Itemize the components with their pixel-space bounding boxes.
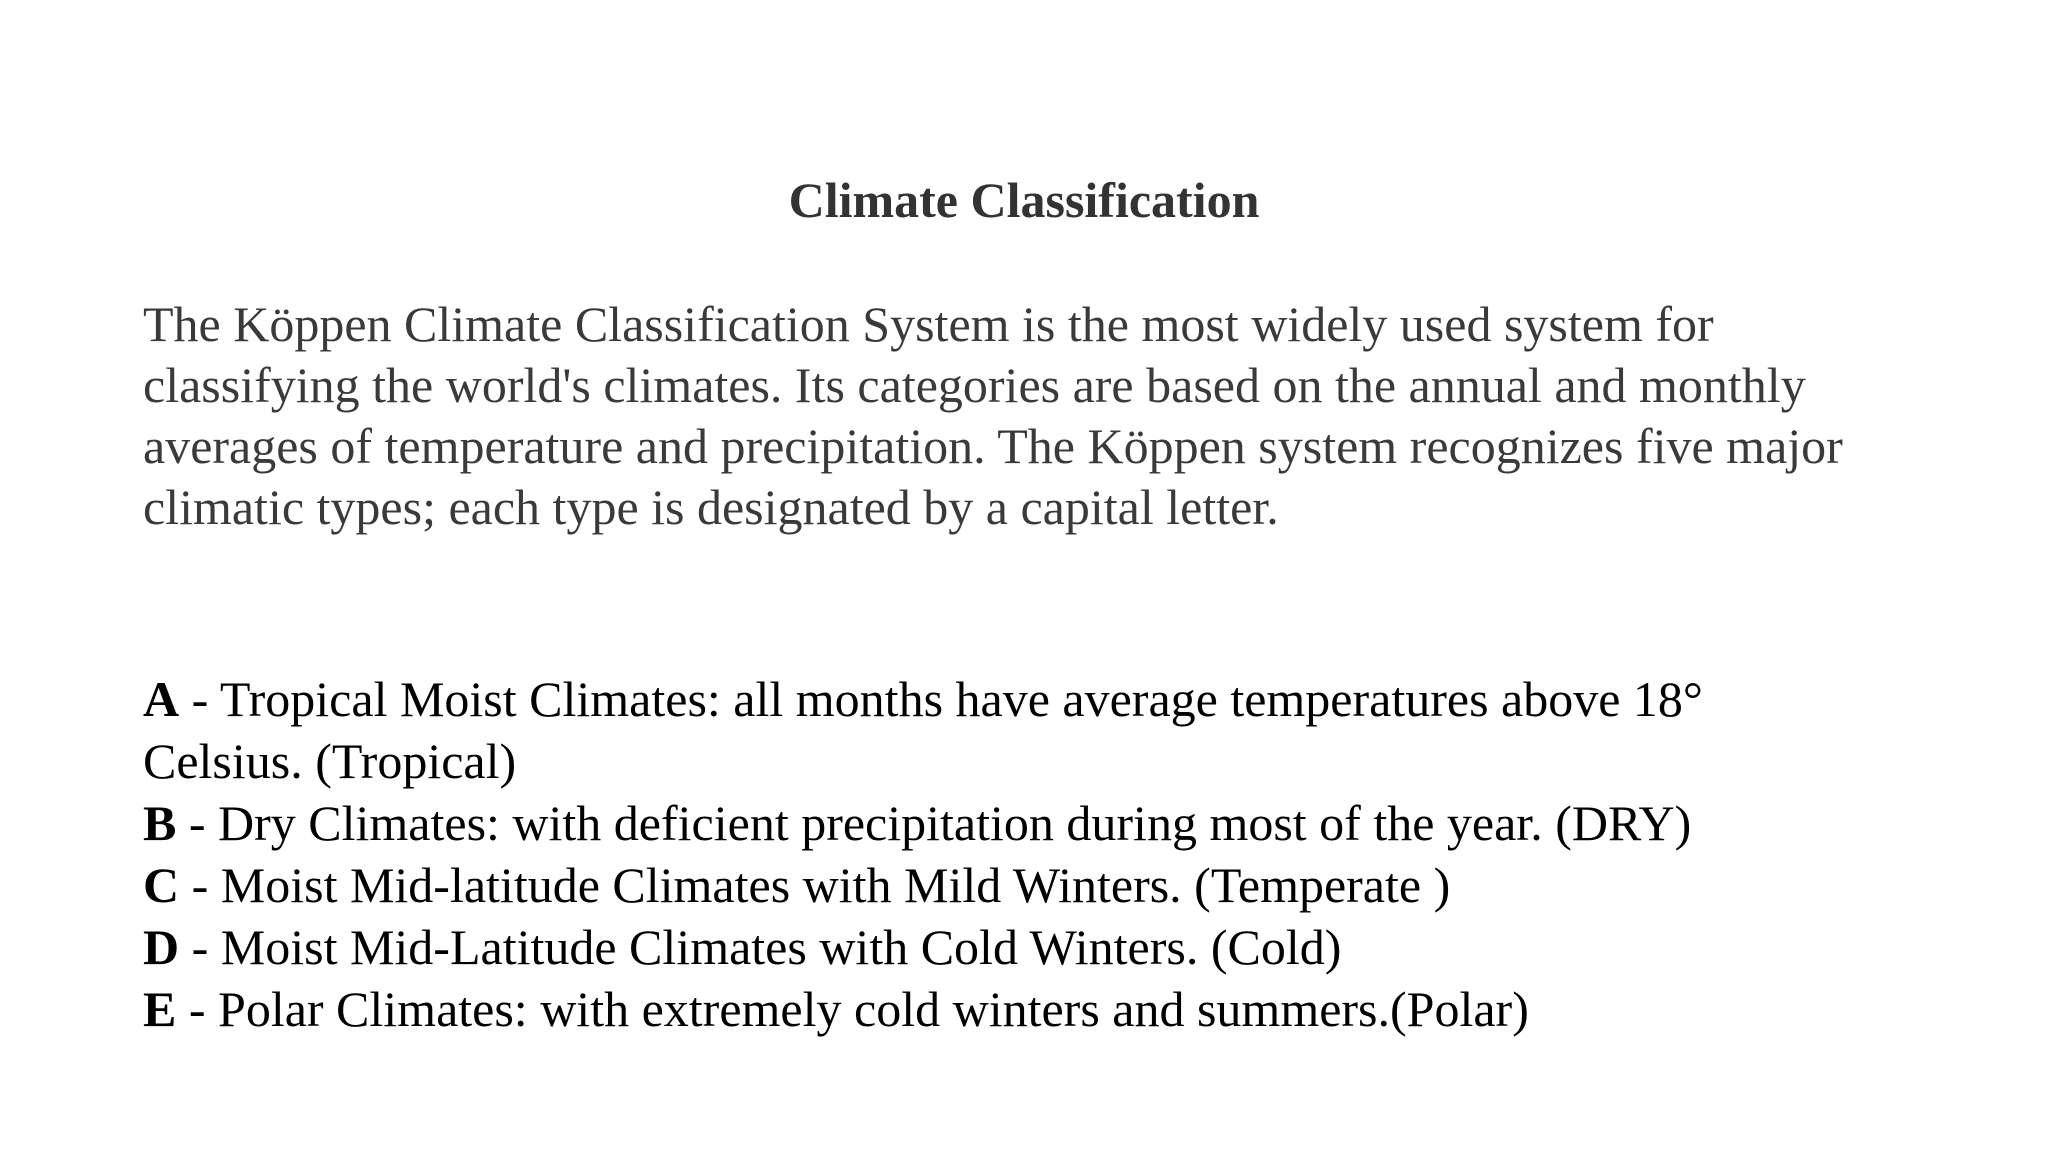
type-description: - Dry Climates: with deficient precipitation during most of the year. (DRY) <box>176 795 1692 851</box>
climate-type-a-continuation <box>143 730 1963 792</box>
type-letter: B <box>143 795 177 851</box>
type-description: - Polar Climates: with extremely cold winters and summers.(Polar) <box>176 981 1529 1037</box>
type-description: - Moist Mid-latitude Climates with Mild Winters. (Temperate ) <box>179 857 1451 913</box>
intro-line: climatic types; each type is designated by a capital letter. <box>143 479 1279 535</box>
intro-paragraph <box>143 294 1943 538</box>
climate-type-c <box>143 854 1963 916</box>
intro-line: The Köppen Climate Classification System is the most widely used system for <box>143 296 1714 352</box>
climate-types-list <box>143 668 1963 1040</box>
intro-line: classifying the world's climates. Its categories are based on the annual and monthly <box>143 357 1806 413</box>
climate-type-e <box>143 978 1963 1040</box>
type-letter: A <box>143 671 180 727</box>
intro-line: averages of temperature and precipitation. The Köppen system recognizes five major <box>143 418 1843 474</box>
type-description-continuation: Celsius. (Tropical) <box>143 733 517 789</box>
climate-type-b <box>143 792 1963 854</box>
type-letter: C <box>143 857 180 913</box>
type-letter: D <box>143 919 180 975</box>
climate-type-a <box>143 668 1963 730</box>
climate-type-d <box>143 916 1963 978</box>
slide-title: Climate Classification <box>788 172 1260 228</box>
type-description: - Moist Mid-Latitude Climates with Cold Winters. (Cold) <box>179 919 1342 975</box>
type-description: - Tropical Moist Climates: all months have average temperatures above 18° <box>179 671 1703 727</box>
type-letter: E <box>143 981 177 1037</box>
